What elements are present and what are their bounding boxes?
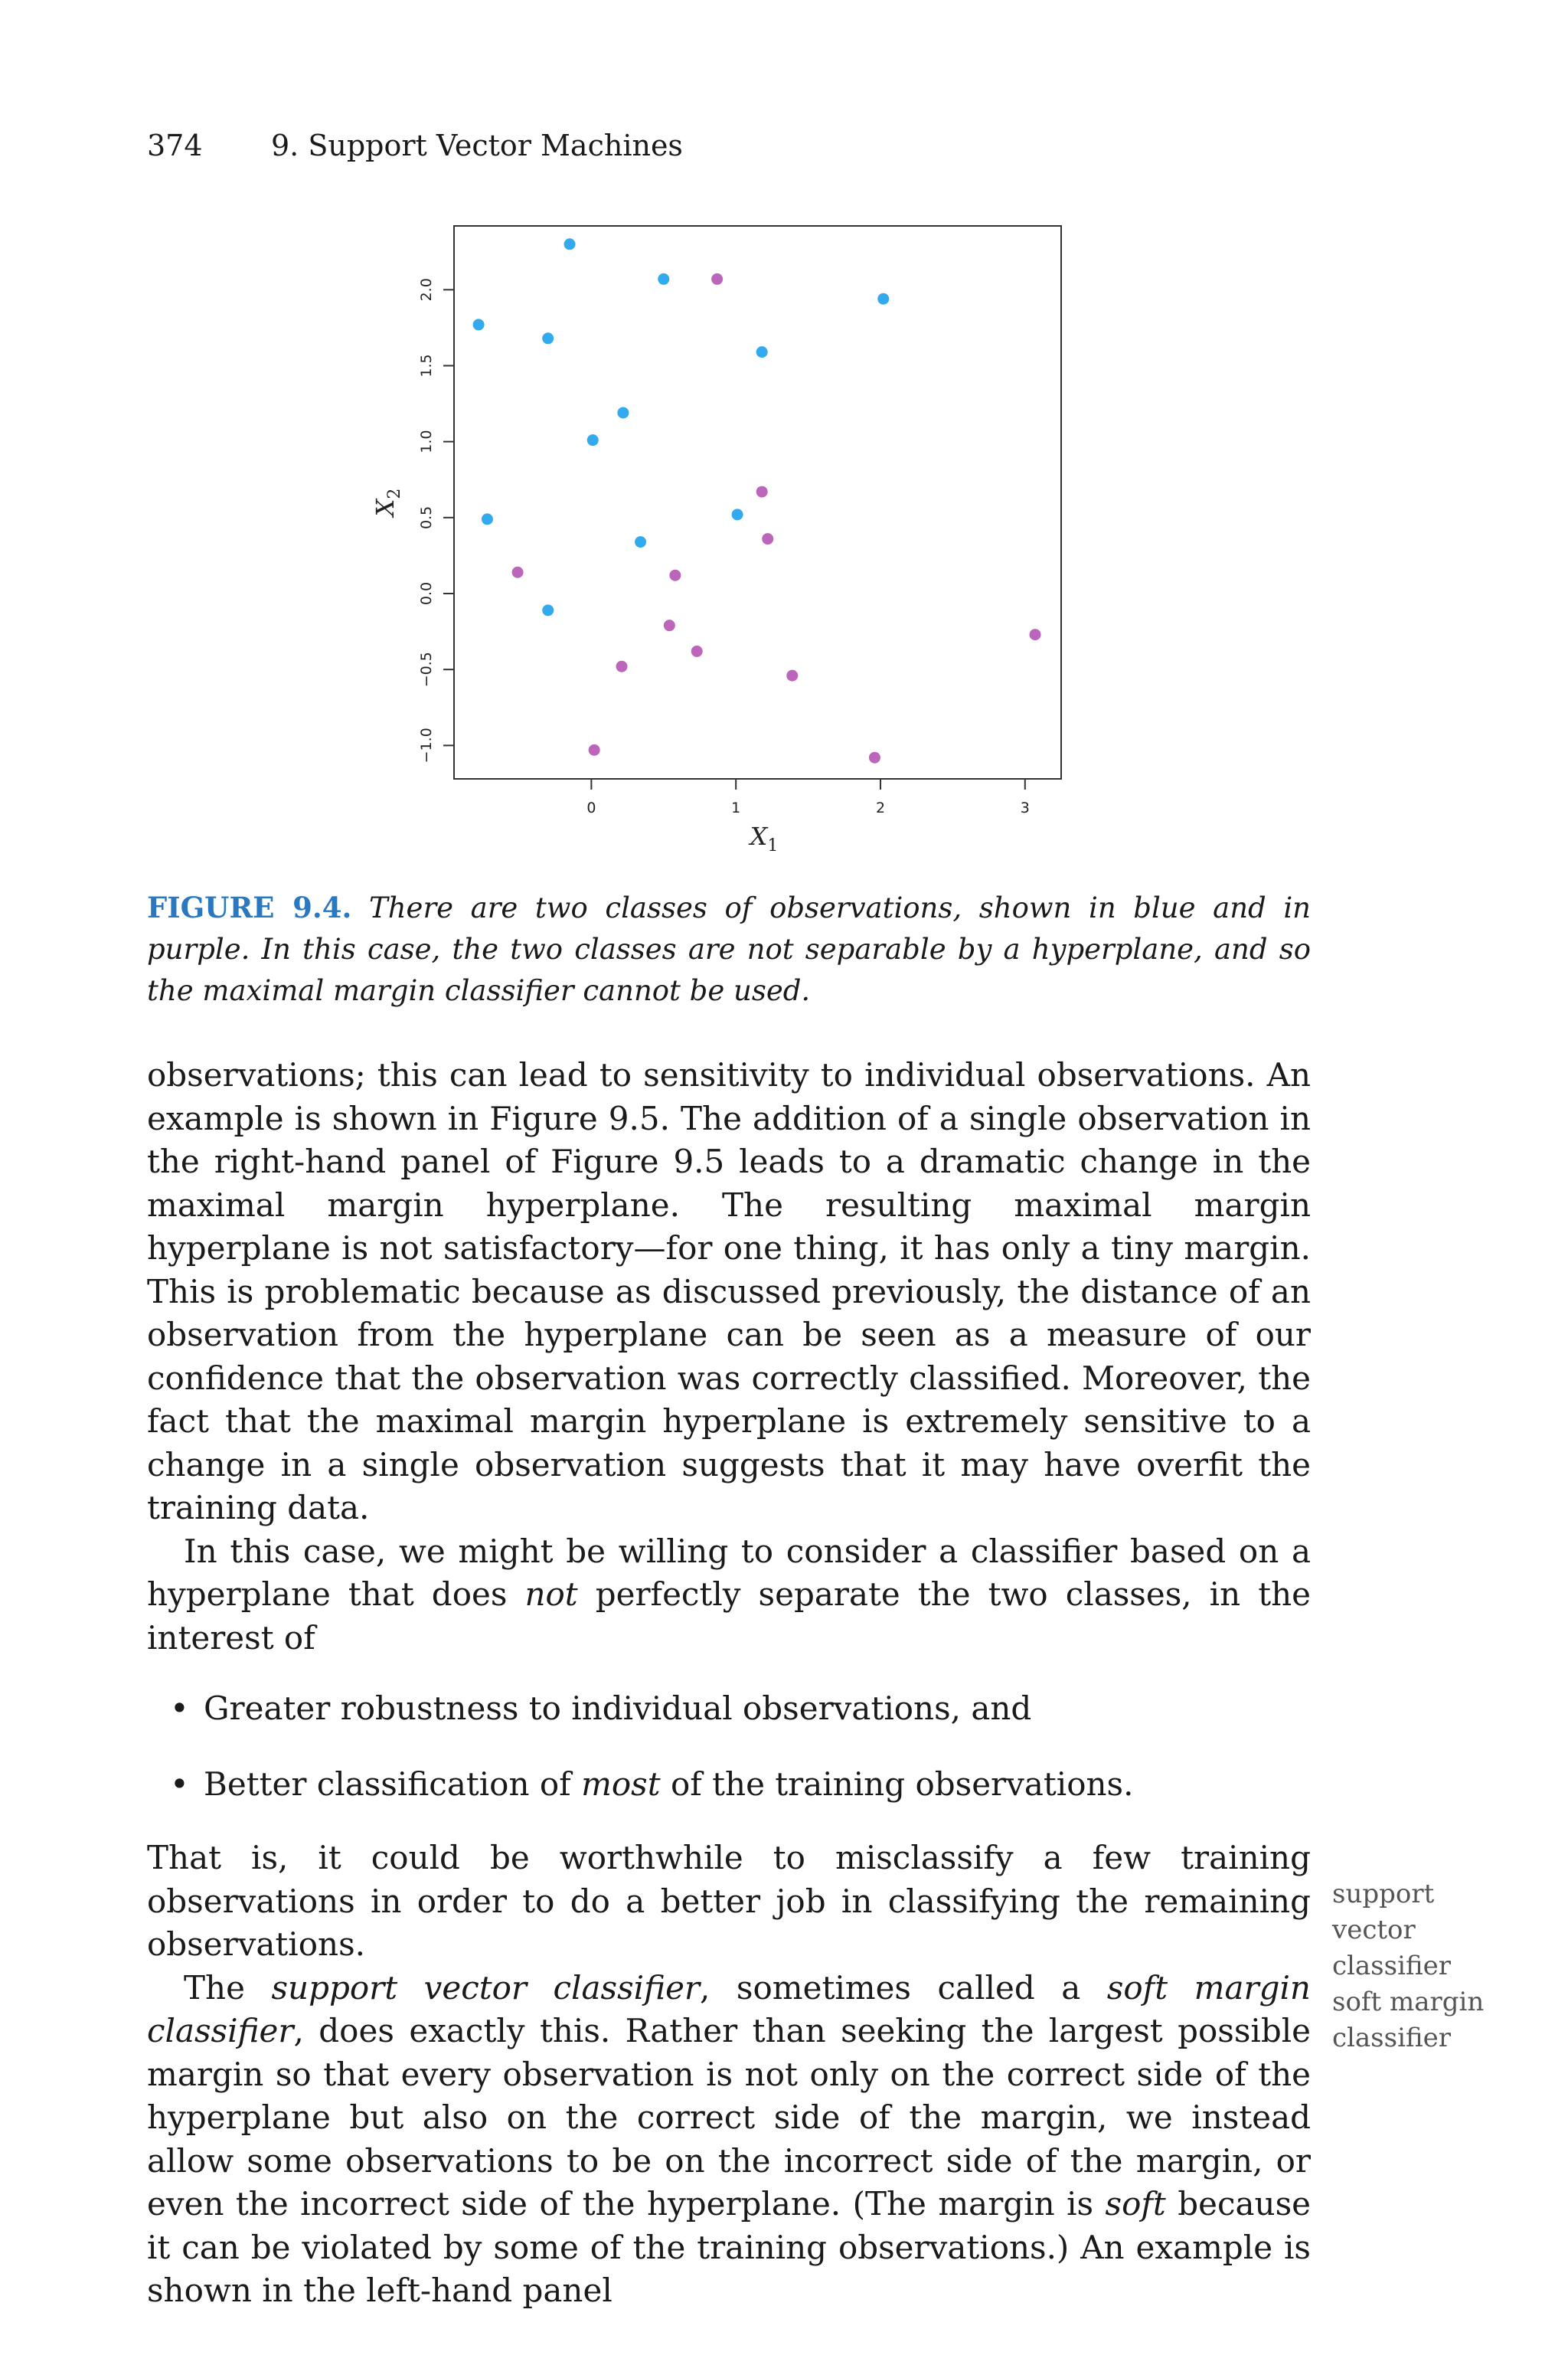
x-axis	[586, 779, 1030, 816]
scatter-plot	[368, 214, 1087, 881]
paragraph-4-text-a: The	[184, 1968, 272, 2007]
purple-point	[1030, 629, 1041, 640]
blue-point	[542, 604, 554, 616]
y-axis-label: $X_2$	[371, 488, 404, 517]
bullet-list	[147, 1687, 1311, 1806]
figure-caption-text: There are two classes of observations, shown in blue and in purple. In this case, the two classes are not separable by a hyperplane, and so the maximal margin classifier cannot be used.	[147, 891, 1312, 1007]
blue-point	[473, 319, 485, 330]
data-points	[473, 238, 1041, 763]
chapter-title: 9. Support Vector Machines	[271, 129, 683, 162]
bullet-item-1	[170, 1687, 1311, 1731]
plot-frame	[454, 226, 1061, 779]
paragraph-2	[147, 1530, 1311, 1660]
margin-note-2-line-1: soft margin	[1332, 1987, 1485, 2017]
bullet-icon: •	[170, 1765, 189, 1803]
figure-caption	[147, 887, 1311, 1012]
paragraph-2-text-b: perfectly separate the two classes, in the interest of	[147, 1575, 1311, 1657]
y-axis	[418, 278, 454, 763]
paragraph-4-text-b: , sometimes called a	[700, 1968, 1107, 2007]
figure-label: FIGURE 9.4.	[147, 891, 352, 924]
x-tick-label: 2	[875, 800, 886, 816]
x-tick-label: 3	[1020, 800, 1030, 816]
margin-note-1-line-1: support	[1332, 1879, 1435, 1909]
margin-notes	[1332, 1876, 1547, 2056]
blue-point	[587, 434, 599, 446]
blue-point	[658, 273, 669, 285]
paragraph-1: observations; this can lead to sensitivity to individual observations. An example is shown in Figure 9.5. The addition of a single observation in the right-hand panel of Figure 9.5 leads to a dramatic change in the maximal margin hyperplane. The resulting maximal margin hyperplane is not satisfactory—for one thing, it has only a tiny margin. This is problematic because as discussed previously, the distance of an observation from the hyperplane can be seen as a measure of our confidence that the observation was correctly classified. Moreover, the fact that the maximal margin hyperplane is extremely sensitive to a change in a single observation suggests that it may have overfit the training data.	[147, 1056, 1311, 1526]
running-header	[147, 129, 683, 162]
x-tick-label: 1	[731, 800, 741, 816]
y-tick-label: 1.5	[418, 354, 435, 378]
bullet-item-2-text-b: of the training observations.	[660, 1765, 1134, 1803]
blue-point	[877, 293, 889, 305]
blue-point	[617, 407, 629, 418]
purple-point	[512, 567, 524, 578]
purple-point	[711, 273, 723, 285]
paragraph-4	[147, 1967, 1311, 2313]
bullet-item-2	[170, 1763, 1311, 1807]
x-tick-label: 0	[586, 800, 596, 816]
term-soft: soft	[1105, 2185, 1166, 2223]
y-tick-label: −1.0	[418, 728, 435, 764]
term-soft-margin-classifier: soft margin classifier	[147, 1968, 1311, 2049]
blue-point	[732, 509, 743, 520]
margin-note-1-line-2: vector	[1332, 1915, 1416, 1945]
paragraph-4-text-c: , does exactly this. Rather than seeking the largest possible margin so that every observation is not only on the correct side of the hyperplane but also on the correct side of the margin, we instead allow some observations to be on the incorrect side of the margin, or even the incorrect side of the hyperplane. (The margin is	[147, 2012, 1311, 2223]
y-tick-label: −0.5	[418, 652, 435, 688]
purple-point	[691, 646, 703, 657]
purple-point	[589, 744, 600, 756]
scatter-figure	[368, 214, 1087, 881]
blue-point	[482, 513, 493, 525]
blue-point	[756, 346, 768, 358]
bullet-item-2-text-a: Better classification of	[204, 1765, 582, 1803]
purple-point	[616, 661, 628, 672]
paragraph-2-emphasis: not	[524, 1575, 578, 1613]
blue-point	[635, 536, 646, 548]
purple-point	[669, 570, 681, 581]
purple-point	[786, 670, 798, 682]
x-axis-label: $X_1$	[750, 822, 779, 855]
margin-note-2-line-2: classifier	[1332, 2023, 1452, 2053]
blue-point	[542, 332, 554, 344]
bullet-item-1-text: Greater robustness to individual observations, and	[204, 1689, 1032, 1727]
term-support-vector-classifier: support vector classifier	[271, 1968, 701, 2007]
purple-point	[756, 486, 768, 498]
blue-point	[564, 238, 576, 250]
y-tick-label: 2.0	[418, 278, 435, 302]
main-text	[147, 1054, 1311, 2313]
y-tick-label: 0.5	[418, 505, 435, 529]
margin-note-1-line-3: classifier	[1332, 1951, 1452, 1981]
paragraph-3: That is, it could be worthwhile to misclassify a few training observations in order to do a better job in classifying the remaining observations.	[147, 1839, 1311, 1963]
paragraph-2-text-a: In this case, we might be willing to consider a classifier based on a hyperplane that does	[147, 1532, 1311, 1613]
page-number: 374	[147, 129, 203, 162]
y-tick-label: 0.0	[418, 581, 435, 606]
purple-point	[869, 752, 880, 764]
purple-point	[664, 620, 675, 631]
purple-point	[762, 533, 773, 545]
bullet-item-2-emphasis: most	[581, 1765, 661, 1803]
bullet-icon: •	[170, 1689, 189, 1727]
y-tick-label: 1.0	[418, 430, 435, 453]
paragraph-4-text-d: because it can be violated by some of the training observations.) An example is shown in the left-hand panel	[147, 2185, 1311, 2309]
